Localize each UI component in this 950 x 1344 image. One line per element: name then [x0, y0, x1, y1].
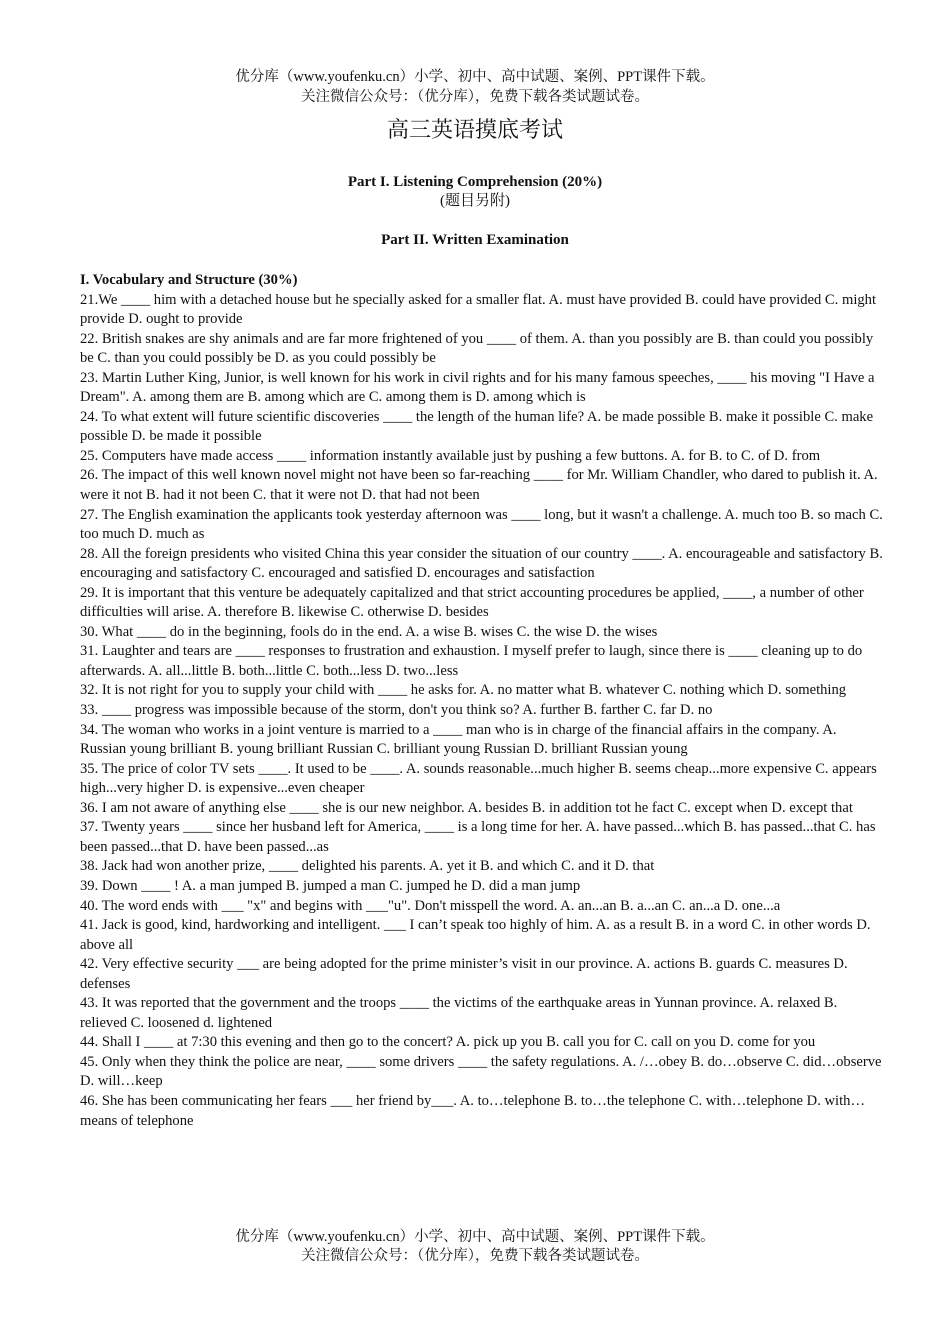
- footer-line-1: 优分库（www.youfenku.cn）小学、初中、高中试题、案例、PPT课件下载。: [235, 1229, 715, 1245]
- part1-note: (题目另附): [440, 193, 510, 209]
- question-item: 41. Jack is good, kind, hardworking and intelligent. ___ I can’t speak too highly of him. A. as a result B. in a word C. in other words D. above all: [80, 917, 871, 953]
- question-item: 24. To what extent will future scientific discoveries ____ the length of the human life? A. be made possible B. make it possible C. make possible D. be made it possible: [80, 408, 874, 445]
- part2-heading: Part II. Written Examination: [381, 232, 569, 248]
- question-item: 30. What ____ do in the beginning, fools do in the end. A. a wise B. wises C. the wise D. the wises: [80, 623, 658, 640]
- header-line-2: 关注微信公众号：（优分库），免费下载各类试题试卷。: [301, 89, 649, 105]
- question-item: 37. Twenty years ____ since her husband left for America, ____ is a long time for her. A. have passed...which B. has passed...that C. has been passed...that D. have been passed...as: [80, 819, 876, 855]
- question-item: 43. It was reported that the government and the troops ____ the victims of the earthquake areas in Yunnan province. A. relaxed B. relieved C. loosened d. lightened: [80, 995, 838, 1031]
- question-item: 44. Shall I ____ at 7:30 this evening and then go to the concert? A. pick up you B. call you for C. call on you D. come for you: [80, 1034, 816, 1051]
- footer-line-2: 关注微信公众号：（优分库），免费下载各类试题试卷。: [301, 1248, 649, 1264]
- question-item: 45. Only when they think the police are near, ____ some drivers ____ the safety regulations. A. /…obey B. do…observe C. did…observe D. will…keep: [80, 1053, 882, 1090]
- exam-title: 高三英语摸底考试: [386, 117, 563, 142]
- question-item: 46. She has been communicating her fears ___ her friend by___. A. to…telephone B. to…the telephone C. with…telephone D. with…means of telephone: [80, 1092, 866, 1129]
- question-item: 33. ____ progress was impossible because of the storm, don't you think so? A. further B. farther C. far D. no: [80, 702, 713, 719]
- question-item: 27. The English examination the applicants took yesterday afternoon was ____ long, but it wasn't a challenge. A. much too B. so mach C. too much D. much as: [80, 506, 883, 543]
- header-line-1: 优分库（www.youfenku.cn）小学、初中、高中试题、案例、PPT课件下载。: [235, 69, 715, 85]
- question-item: 28. All the foreign presidents who visited China this year consider the situation of our country ____. A. encourageable and satisfactory B. encouraging and satisfactory C. encouraged and satisfied D. encourages and satisfaction: [80, 545, 883, 582]
- question-item: 23. Martin Luther King, Junior, is well known for his work in civil rights and for his many famous speeches, ____ his moving "I Have a Dream". A. among them are B. among which are C. among them is D. among which is: [80, 369, 875, 406]
- question-item: 25. Computers have made access ____ information instantly available just by pushing a few buttons. A. for B. to C. of D. from: [80, 447, 821, 464]
- question-item: 26. The impact of this well known novel might not have been so far-reaching ____ for Mr. William Chandler, who dared to publish it. A. were it not B. had it not been C. that it were not D. that had not been: [80, 467, 878, 504]
- question-item: 38. Jack had won another prize, ____ delighted his parents. A. yet it B. and which C. and it D. that: [80, 858, 655, 875]
- question-item: 35. The price of color TV sets ____. It used to be ____. A. sounds reasonable...much higher B. seems cheap...more expensive C. appears high...very higher D. is expensive...even cheaper: [80, 760, 877, 797]
- question-item: 31. Laughter and tears are ____ responses to frustration and exhaustion. I myself prefer to laugh, since there is ____ cleaning up to do afterwards. A. all...little B. both...little C. both...less D. two...less: [80, 643, 863, 679]
- section1-heading: I. Vocabulary and Structure (30%): [80, 272, 298, 288]
- question-list: [80, 291, 886, 1132]
- question-item: 22. British snakes are shy animals and are far more frightened of you ____ of them. A. than you possibly are B. than could you possibly be C. than you could possibly be D. as you could possibly be: [80, 330, 874, 367]
- question-item: 42. Very effective security ___ are being adopted for the prime minister’s visit in our province. A. actions B. guards C. measures D. defenses: [80, 956, 848, 992]
- question-item: 32. It is not right for you to supply your child with ____ he asks for. A. no matter what B. whatever C. nothing which D. something: [80, 682, 847, 699]
- question-item: 39. Down ____ ! A. a man jumped B. jumped a man C. jumped he D. did a man jump: [80, 877, 581, 894]
- part1-heading: Part I. Listening Comprehension (20%): [347, 174, 603, 190]
- question-item: 40. The word ends with ___ "x" and begins with ___"u". Don't misspell the word. A. an...an B. a...an C. an...a D. one...a: [80, 897, 781, 914]
- question-item: 34. The woman who works in a joint venture is married to a ____ man who is in charge of the financial affairs in the company. A. Russian young brilliant B. young brilliant Russian C. brilliant young Russian D. brilliant Russian young: [80, 721, 837, 758]
- section-vocabulary: [80, 271, 886, 1131]
- question-item: 29. It is important that this venture be adequately capitalized and that strict accounting procedures be applied, ____, a number of other difficulties will arise. A. therefore B. likewise C. otherwise D. besides: [80, 584, 864, 621]
- question-item: 36. I am not aware of anything else ____ she is our new neighbor. A. besides B. in addition tot he fact C. except when D. except that: [80, 799, 853, 816]
- question-item: 21.We ____ him with a detached house but he specially asked for a smaller flat. A. must have provided B. could have provided C. might provide D. ought to provide: [80, 291, 877, 328]
